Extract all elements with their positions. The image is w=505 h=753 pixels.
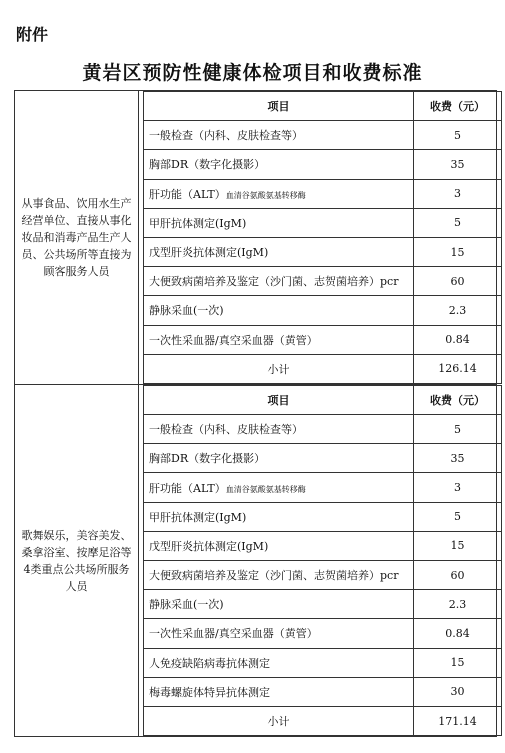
item-name-cell (144, 267, 414, 296)
table-row (144, 444, 502, 473)
item-name-cell (144, 208, 414, 237)
item-name-cell (144, 444, 414, 473)
item-name: 一次性采血器/真空采血器（黄管） (149, 333, 318, 347)
item-fee: 5 (414, 121, 502, 150)
header-row (144, 385, 502, 414)
item-fee: 35 (414, 444, 502, 473)
item-fee: 5 (414, 415, 502, 444)
item-name: 戊型肝炎抗体测定(IgM) (149, 246, 269, 260)
item-fee: 2.3 (414, 590, 502, 619)
table-row (144, 502, 502, 531)
item-name-cell (144, 590, 414, 619)
table-row (144, 677, 502, 706)
item-name-cell (144, 473, 414, 502)
item-fee: 60 (414, 561, 502, 590)
table-row (144, 619, 502, 648)
subtotal-row (144, 706, 502, 735)
table-row (144, 208, 502, 237)
item-fee: 5 (414, 208, 502, 237)
item-name-cell (144, 619, 414, 648)
item-name: 静脉采血(一次) (149, 598, 224, 612)
item-note: 血清谷氨酸氨基转移酶 (225, 484, 306, 494)
item-fee: 15 (414, 237, 502, 266)
item-name-cell (144, 531, 414, 560)
item-name: 甲肝抗体测定(IgM) (149, 216, 247, 230)
item-name: 梅毒螺旋体特异抗体测定 (149, 685, 270, 699)
item-name: 戊型肝炎抗体测定(IgM) (149, 539, 269, 553)
item-name-cell (144, 561, 414, 590)
subtotal-value: 126.14 (414, 354, 502, 383)
table-row (144, 415, 502, 444)
table-row (144, 267, 502, 296)
group-row (15, 384, 497, 736)
item-fee: 0.84 (414, 325, 502, 354)
item-name-cell (144, 325, 414, 354)
item-fee: 0.84 (414, 619, 502, 648)
group-row (15, 91, 497, 385)
table-row (144, 648, 502, 677)
table-row (144, 121, 502, 150)
item-fee: 30 (414, 677, 502, 706)
table-row (144, 150, 502, 179)
item-name: 大便致病菌培养及鉴定（沙门菌、志贺菌培养）pcr (149, 569, 399, 583)
items-cell (139, 91, 497, 385)
item-header: 项目 (144, 385, 414, 414)
subtotal-value: 171.14 (414, 706, 502, 735)
item-fee: 3 (414, 179, 502, 208)
category-cell: 从事食品、饮用水生产经营单位、直接从事化妆品和消毒产品生产人员、公共场所等直接为顾客服务人员 (15, 91, 139, 385)
fee-header: 收费（元） (414, 92, 502, 121)
item-name: 胸部DR（数字化摄影） (149, 158, 266, 172)
item-fee: 3 (414, 473, 502, 502)
table-row (144, 531, 502, 560)
items-table (143, 385, 502, 736)
table-row (144, 237, 502, 266)
item-name-cell (144, 502, 414, 531)
item-name-cell (144, 415, 414, 444)
appendix-label: 附件 (16, 25, 49, 44)
page-title: 黄岩区预防性健康体检项目和收费标准 (82, 62, 423, 84)
item-name-cell (144, 296, 414, 325)
subtotal-label: 小计 (144, 706, 414, 735)
table-row (144, 473, 502, 502)
item-name: 一次性采血器/真空采血器（黄管） (149, 627, 318, 641)
item-name: 甲肝抗体测定(IgM) (149, 510, 247, 524)
item-name: 人免疫缺陷病毒抗体测定 (149, 656, 270, 670)
item-name: 一般检查（内科、皮肤检查等） (149, 129, 303, 143)
item-name-cell (144, 121, 414, 150)
subtotal-row (144, 354, 502, 383)
table-row (144, 561, 502, 590)
item-name: 肝功能（ALT） (149, 187, 226, 201)
item-name-cell (144, 677, 414, 706)
item-name: 一般检查（内科、皮肤检查等） (149, 423, 303, 437)
item-name-cell (144, 237, 414, 266)
item-note: 血清谷氨酸氨基转移酶 (225, 190, 306, 200)
fee-header: 收费（元） (414, 385, 502, 414)
item-name-cell (144, 179, 414, 208)
items-cell (139, 384, 497, 736)
item-name: 肝功能（ALT） (149, 481, 226, 495)
table-row (144, 296, 502, 325)
item-header: 项目 (144, 92, 414, 121)
items-table (143, 91, 502, 384)
category-cell: 歌舞娱乐，美容美发、桑拿浴室、按摩足浴等4类重点公共场所服务人员 (15, 384, 139, 736)
item-name-cell (144, 648, 414, 677)
table-row (144, 590, 502, 619)
table-row (144, 325, 502, 354)
item-name: 大便致病菌培养及鉴定（沙门菌、志贺菌培养）pcr (149, 275, 399, 289)
subtotal-label: 小计 (144, 354, 414, 383)
item-fee: 2.3 (414, 296, 502, 325)
table-row (144, 179, 502, 208)
header-row (144, 92, 502, 121)
item-fee: 35 (414, 150, 502, 179)
item-fee: 15 (414, 531, 502, 560)
item-name: 静脉采血(一次) (149, 304, 224, 318)
item-fee: 5 (414, 502, 502, 531)
item-name: 胸部DR（数字化摄影） (149, 452, 266, 466)
item-fee: 15 (414, 648, 502, 677)
fee-table (14, 90, 497, 737)
item-fee: 60 (414, 267, 502, 296)
item-name-cell (144, 150, 414, 179)
